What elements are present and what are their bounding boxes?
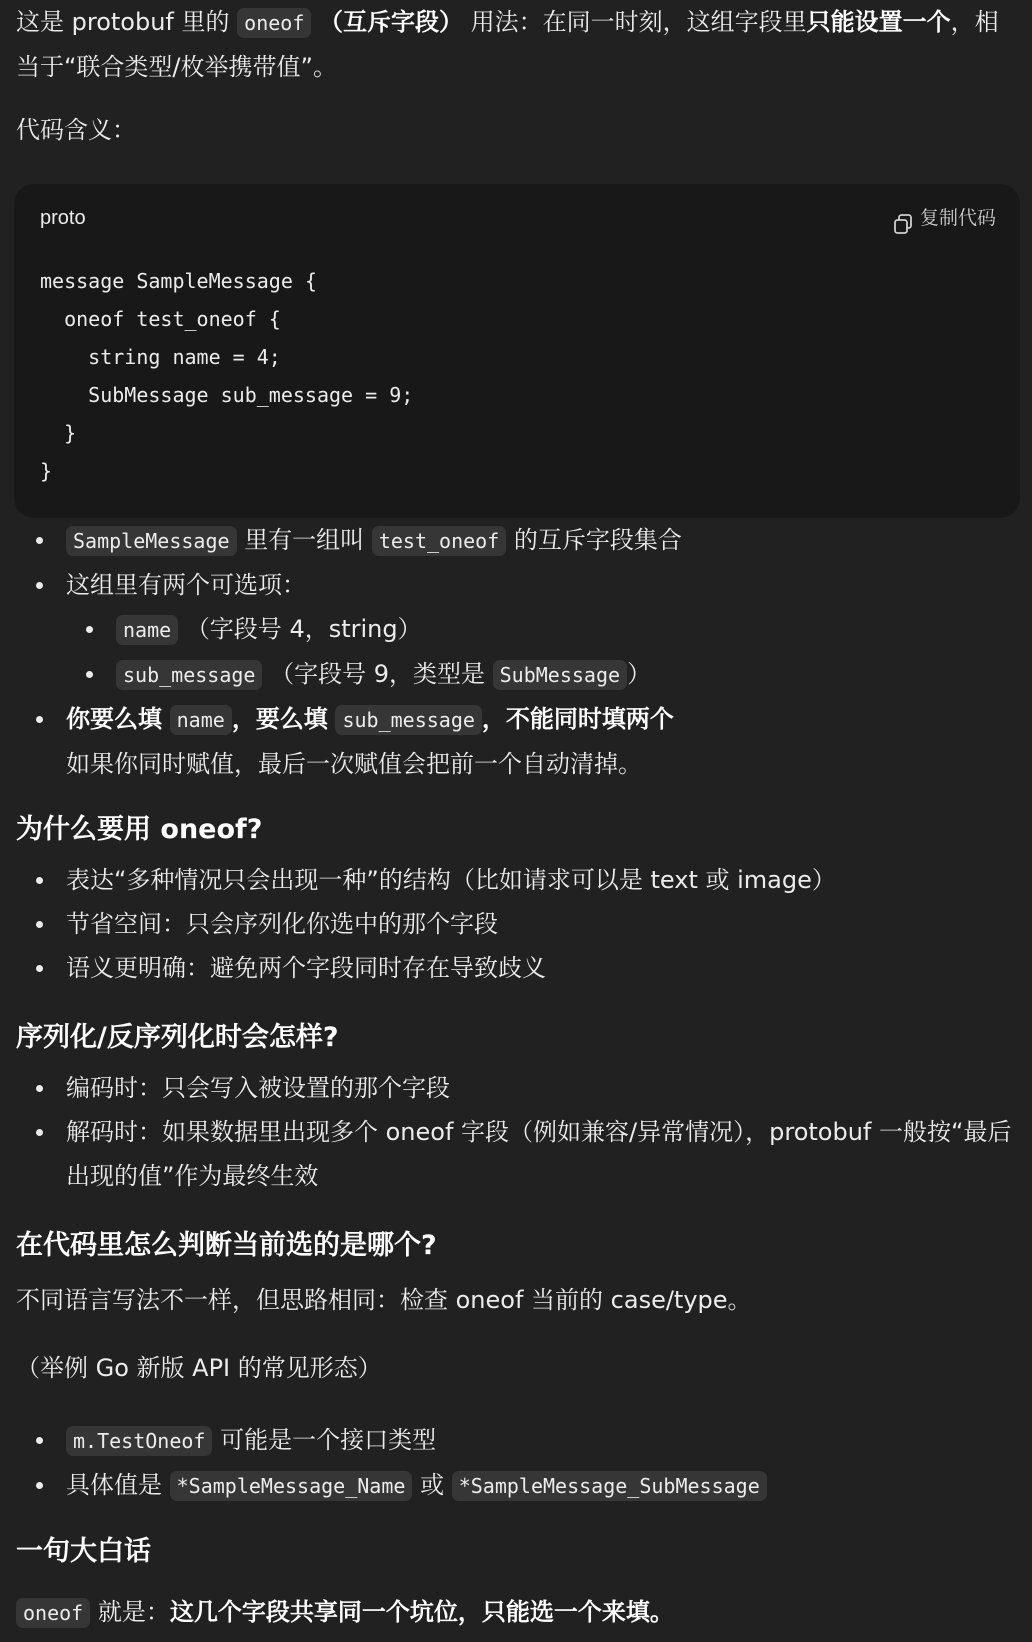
list-item [16, 697, 1016, 786]
inline-code: sub_message [116, 660, 262, 690]
serialization-list [16, 1066, 1016, 1198]
copy-icon [892, 207, 914, 229]
list-text: （字段号 9，类型是 [270, 660, 485, 688]
intro-bold-2: 只能设置一个 [806, 8, 951, 36]
intro-paragraph [16, 0, 1016, 89]
code-line: } [40, 421, 77, 445]
explanation-list [16, 518, 1016, 786]
code-language-label: proto [40, 207, 86, 229]
intro-text-2: 用法：在同一时刻，这组字段里 [470, 8, 807, 36]
list-item [16, 1463, 1016, 1508]
judge-paragraph: 不同语言写法不一样，但思路相同：检查 oneof 当前的 case/type。 [16, 1286, 752, 1314]
list-item: 表达“多种情况只会出现一种”的结构（比如请求可以是 text 或 image） [16, 858, 1016, 902]
list-text: 可能是一个接口类型 [220, 1426, 437, 1454]
meaning-label: 代码含义： [16, 116, 136, 144]
inline-code: name [116, 615, 178, 645]
code-line: } [40, 459, 53, 483]
intro-text-3: ，相当于“联合类型/枚举携带值”。 [16, 8, 999, 81]
section-heading-judge: 在代码里怎么判断当前选的是哪个? [16, 1230, 437, 1261]
list-text: （字段号 4，string） [185, 615, 422, 643]
section-heading-serialization: 序列化/反序列化时会怎样? [16, 1022, 339, 1053]
inline-code: m.TestOneof [66, 1426, 212, 1456]
list-text: ） [627, 660, 652, 688]
summary-text: 就是： [97, 1598, 170, 1626]
list-item [66, 607, 1016, 652]
list-text: 具体值是 [66, 1471, 162, 1499]
list-item [16, 563, 1016, 607]
inline-code: test_oneof [372, 526, 506, 556]
intro-bold-1: （互斥字段） [319, 8, 464, 36]
list-item [66, 652, 1016, 697]
list-bold: 你要么填 [66, 705, 162, 733]
copy-code-label: 复制代码 [919, 207, 996, 229]
list-text: 这组里有两个可选项： [66, 571, 306, 599]
list-text: 或 [420, 1471, 445, 1499]
code-line: string name = 4; [40, 345, 281, 369]
judge-list [16, 1418, 1016, 1508]
code-content [40, 262, 413, 490]
list-item: 编码时：只会写入被设置的那个字段 [16, 1066, 1016, 1110]
copy-code-button[interactable] [892, 196, 996, 240]
list-bold: ，要么填 [231, 705, 328, 733]
section-heading-summary: 一句大白话 [16, 1536, 151, 1567]
summary-paragraph [16, 1590, 674, 1635]
list-text: 如果你同时赋值，最后一次赋值会把前一个自动清掉。 [66, 750, 642, 778]
code-line: SubMessage sub_message = 9; [40, 383, 414, 407]
inline-code: SubMessage [493, 660, 627, 690]
list-item [16, 1418, 1016, 1463]
list-text: 里有一组叫 [244, 526, 365, 554]
inline-code: sub_message [335, 705, 481, 735]
inline-code: *SampleMessage_Name [170, 1471, 413, 1501]
code-line: message SampleMessage { [40, 269, 317, 293]
code-line: oneof test_oneof { [40, 307, 281, 331]
code-block [14, 184, 1020, 518]
inline-code: name [170, 705, 232, 735]
sub-list [66, 607, 1016, 697]
list-item [16, 518, 1016, 563]
list-text: 的互斥字段集合 [513, 526, 682, 554]
inline-code: *SampleMessage_SubMessage [452, 1471, 767, 1501]
list-item: 节省空间：只会序列化你选中的那个字段 [16, 902, 1016, 946]
intro-text-1: 这是 protobuf 里的 [16, 8, 230, 36]
inline-code-oneof: oneof [16, 1598, 90, 1628]
list-item: 语义更明确：避免两个字段同时存在导致歧义 [16, 946, 1016, 990]
section-heading-why: 为什么要用 oneof? [16, 814, 263, 845]
inline-code: SampleMessage [66, 526, 237, 556]
inline-code-oneof: oneof [237, 8, 311, 38]
list-item: 解码时：如果数据里出现多个 oneof 字段（例如兼容/异常情况），protobuf 一般按“最后出现的值”作为最终生效 [16, 1110, 1016, 1198]
summary-bold: 这几个字段共享同一个坑位，只能选一个来填。 [169, 1598, 674, 1626]
why-list [16, 858, 1016, 990]
judge-example-note: （举例 Go 新版 API 的常见形态） [16, 1354, 382, 1382]
list-bold: ，不能同时填两个 [481, 705, 674, 733]
